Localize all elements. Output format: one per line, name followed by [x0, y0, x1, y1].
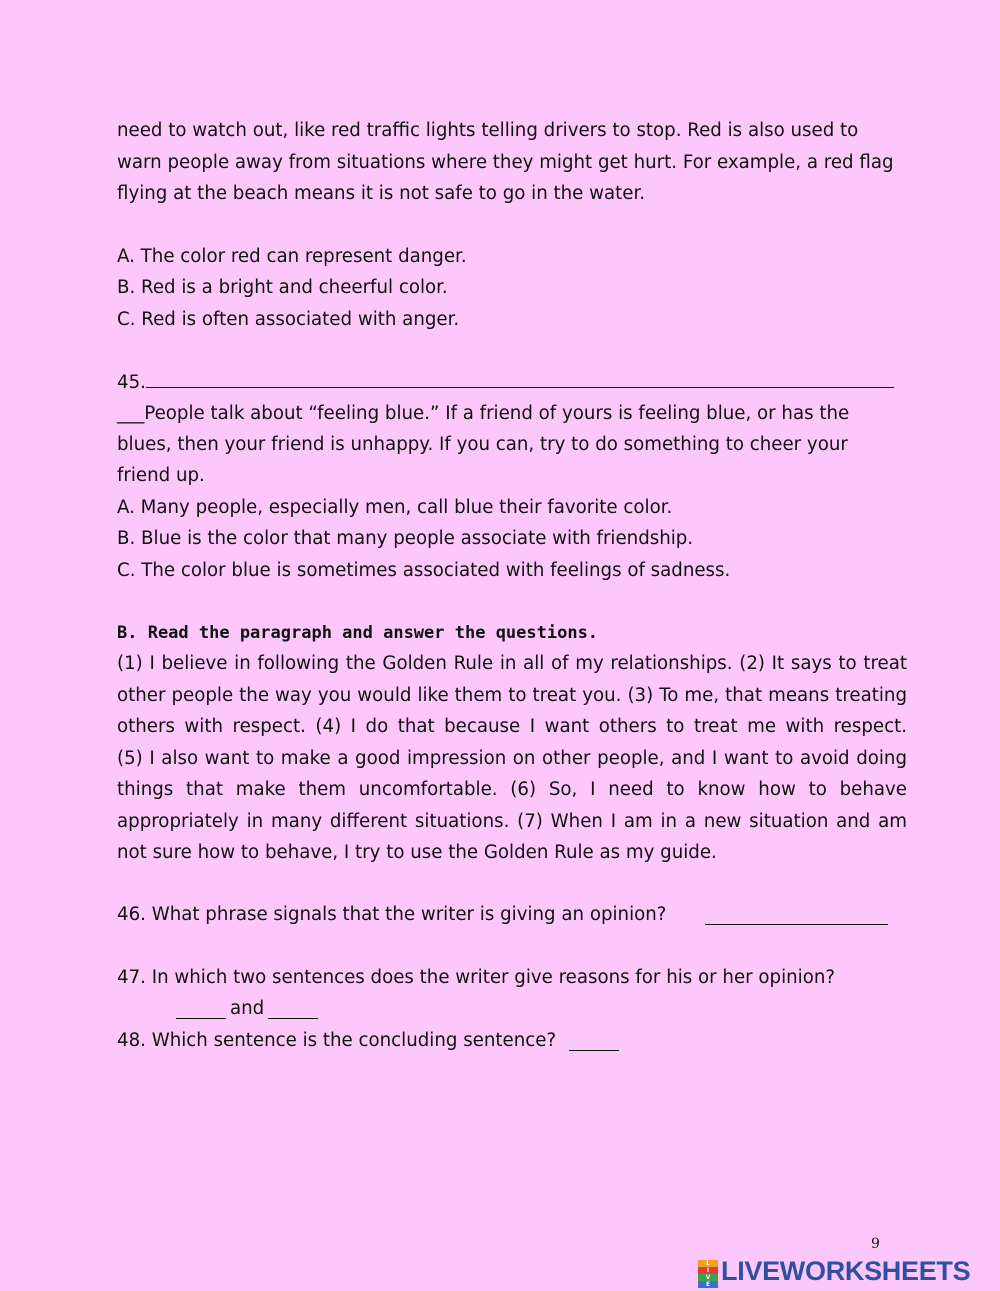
logo-letter: L [698, 1260, 718, 1267]
answer-47b-blank[interactable] [268, 1002, 318, 1019]
logo-letter: V [698, 1274, 718, 1281]
liveworksheets-logo-icon [698, 1260, 718, 1288]
option-a-44: A. The color red can represent danger. [117, 246, 467, 267]
question-45-line: friend up. [117, 465, 205, 486]
answer-47-and: and [230, 998, 265, 1019]
question-45-number: 45. [117, 372, 146, 393]
answer-47a-blank[interactable] [176, 1002, 226, 1019]
liveworksheets-logo [698, 1255, 971, 1288]
question-46: 46. What phrase signals that the writer is giving an opinion? [117, 904, 667, 925]
logo-letter: E [698, 1281, 718, 1288]
paragraph-44-line: warn people away from situations where they might get hurt. For example, a red flag [117, 152, 894, 173]
option-c-45: C. The color blue is sometimes associated with feelings of sadness. [117, 560, 731, 581]
option-b-45: B. Blue is the color that many people associate with friendship. [117, 528, 694, 549]
paragraph-b-line: other people the way you would like them to treat you. (3) To me, that means treating [117, 685, 907, 706]
question-45-line: ___People talk about “feeling blue.” If a friend of yours is feeling blue, or has the [117, 403, 850, 424]
section-b-heading: B. Read the paragraph and answer the questions. [117, 623, 599, 643]
paragraph-b-line: things that make them uncomfortable. (6) So, I need to know how to behave [117, 779, 907, 800]
paragraph-b-line: not sure how to behave, I try to use the Golden Rule as my guide. [117, 842, 717, 863]
logo-letter: I [698, 1267, 718, 1274]
page-number: 9 [871, 1236, 880, 1252]
option-a-45: A. Many people, especially men, call blue their favorite color. [117, 497, 673, 518]
question-47: 47. In which two sentences does the writer give reasons for his or her opinion? [117, 967, 836, 988]
answer-48-blank[interactable] [569, 1034, 619, 1051]
question-45-line: blues, then your friend is unhappy. If you can, try to do something to cheer your [117, 434, 848, 455]
option-c-44: C. Red is often associated with anger. [117, 309, 460, 330]
question-45-row [117, 371, 907, 394]
paragraph-b-line: (5) I also want to make a good impression on other people, and I want to avoid doing [117, 748, 907, 769]
answer-45-blank[interactable] [146, 371, 894, 388]
question-48: 48. Which sentence is the concluding sentence? [117, 1030, 557, 1051]
paragraph-44-line: flying at the beach means it is not safe to go in the water. [117, 183, 646, 204]
brand-name: LIVEWORKSHEETS [721, 1255, 971, 1286]
answer-46-blank[interactable] [705, 908, 888, 925]
paragraph-b-line: appropriately in many different situations. (7) When I am in a new situation and am [117, 811, 907, 832]
paragraph-44-line: need to watch out, like red traffic lights telling drivers to stop. Red is also used to [117, 120, 859, 141]
option-b-44: B. Red is a bright and cheerful color. [117, 277, 448, 298]
paragraph-b-line: others with respect. (4) I do that because I want others to treat me with respect. [117, 716, 907, 737]
paragraph-b-line: (1) I believe in following the Golden Rule in all of my relationships. (2) It says to treat [117, 653, 907, 674]
